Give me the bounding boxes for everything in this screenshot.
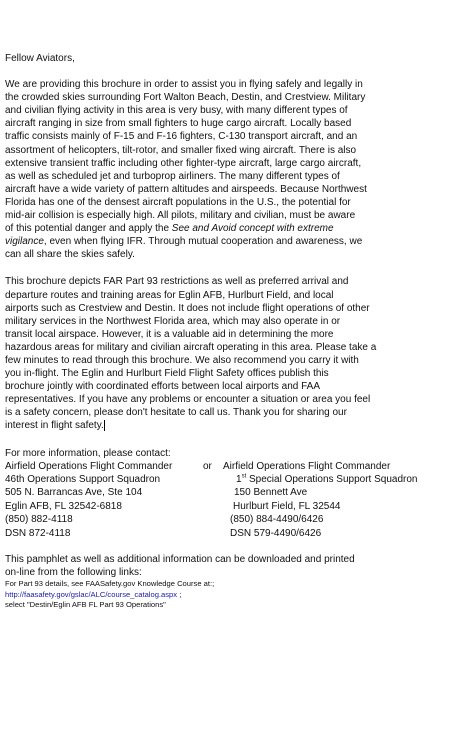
contact-or <box>203 460 223 540</box>
course-catalog-link[interactable]: http://faasafety.gov/gslac/ALC/course_catalog.aspx <box>5 589 178 599</box>
text-line: aircraft ranging in size from small fighters to huge cargo aircraft. Locally based <box>5 118 352 130</box>
select-line: select "Destin/Eglin AFB FL Part 93 Operations" <box>5 600 166 610</box>
text-line: departure routes and training areas for Eglin AFB, Hurlburt Field, and local <box>5 289 334 301</box>
text-line: traffic consists mainly of F-15 and F-16 fighters, C-130 transport aircraft, and an <box>5 131 358 143</box>
greeting: Fellow Aviators, <box>5 53 75 64</box>
link-line <box>5 590 457 601</box>
text-line: brochure jointly with coordinated efforts between local airports and FAA <box>5 381 320 393</box>
text-line: mid-air collision is especially high. All pilots, military and civilian, must be aware <box>5 210 356 222</box>
contact-line: Eglin AFB, FL 32542-6818 <box>5 500 122 512</box>
contact-line: DSN 579-4490/6426 <box>230 527 322 539</box>
text-span: Special Operations Support Squadron <box>246 474 418 486</box>
contact-line <box>223 473 417 486</box>
contact-block <box>5 460 457 540</box>
contact-line: (850) 882-4118 <box>5 514 73 526</box>
text-line: airports such as Crestview and Destin. It does not include flight operations of other <box>5 302 370 314</box>
contact-line: (850) 884-4490/6426 <box>230 514 324 526</box>
contact-line: Airfield Operations Flight Commander <box>223 460 391 472</box>
text-span: of this potential danger and apply the <box>5 223 172 235</box>
contact-line: DSN 872-4118 <box>5 527 71 539</box>
text-line <box>5 222 457 235</box>
download-info <box>5 553 457 611</box>
text-span: 1 <box>236 474 242 486</box>
text-line: extensive transient traffic including other fighter-type aircraft, large cargo aircraft, <box>5 157 362 169</box>
text-span: , even when flying IFR. Through mutual cooperation and awareness, we <box>43 236 363 248</box>
text-line: is a safety concern, please don't hesitate to call us. Thank you for sharing our <box>5 407 347 419</box>
part93-line: For Part 93 details, see FAASafety.gov Knowledge Course at:; <box>5 579 215 589</box>
italic-text: See and Avoid concept with extreme <box>171 223 334 235</box>
text-span: ; <box>177 589 182 599</box>
contact-heading: For more information, please contact: <box>5 447 171 459</box>
contact-line: 46th Operations Support Squadron <box>5 474 161 486</box>
italic-text: vigilance <box>5 236 44 248</box>
text-cursor[interactable]: interest in flight safety. <box>5 420 104 432</box>
letter-body <box>5 52 457 611</box>
text-line: military services in the Northwest Florida area, which may also operate in or <box>5 315 341 327</box>
text-line: few minutes to read through this brochure. We also recommend you carry it with <box>5 354 359 366</box>
text-line: you in-flight. The Eglin and Hurlburt Field Flight Safety offices publish this <box>5 368 329 380</box>
text-line: on-line from the following links: <box>5 567 142 579</box>
text-line: and civilian flying activity in this area is very busy, with many different types of <box>5 105 348 117</box>
text-line <box>5 419 457 432</box>
text-line: representatives. If you have any problems or encounter a situation or area you feel <box>5 394 371 406</box>
contact-line: Airfield Operations Flight Commander <box>5 460 173 472</box>
text-line: Florida has one of the densest aircraft populations in the U.S., the potential for <box>5 196 351 208</box>
text-line <box>5 235 457 248</box>
or-text: or <box>203 460 212 472</box>
text-line: assortment of helicopters, tilt-rotor, and smaller fixed wing aircraft. There is also <box>5 144 357 156</box>
intro-paragraph <box>5 78 457 261</box>
contact-line: 505 N. Barrancas Ave, Ste 104 <box>5 487 143 499</box>
contact-line: Hurlburt Field, FL 32544 <box>233 500 341 512</box>
text-line: the crowded skies surrounding Fort Walton Beach, Destin, and Crestview. Military <box>5 92 366 104</box>
contact-eglin <box>5 460 203 540</box>
text-line: as well as scheduled jet and turboprop airliners. The many different types of <box>5 170 340 182</box>
text-line: This pamphlet as well as additional information can be downloaded and printed <box>5 554 355 566</box>
brochure-paragraph <box>5 275 457 432</box>
superscript: st <box>241 473 247 480</box>
text-line: can all share the skies safely. <box>5 249 135 261</box>
contact-line: 150 Bennett Ave <box>234 487 308 499</box>
contact-hurlburt <box>223 460 417 540</box>
text-line: hazardous areas for military and civilian aircraft operating in this area. Please take a <box>5 341 377 353</box>
text-line: We are providing this brochure in order to assist you in flying safely and legally in <box>5 79 363 91</box>
text-line: aircraft have a wide variety of pattern altitudes and airspeeds. Because Northwest <box>5 183 367 195</box>
text-line: transit local airspace. However, it is a valuable aid in determining the more <box>5 328 334 340</box>
text-line: This brochure depicts FAR Part 93 restrictions as well as preferred arrival and <box>5 276 349 288</box>
